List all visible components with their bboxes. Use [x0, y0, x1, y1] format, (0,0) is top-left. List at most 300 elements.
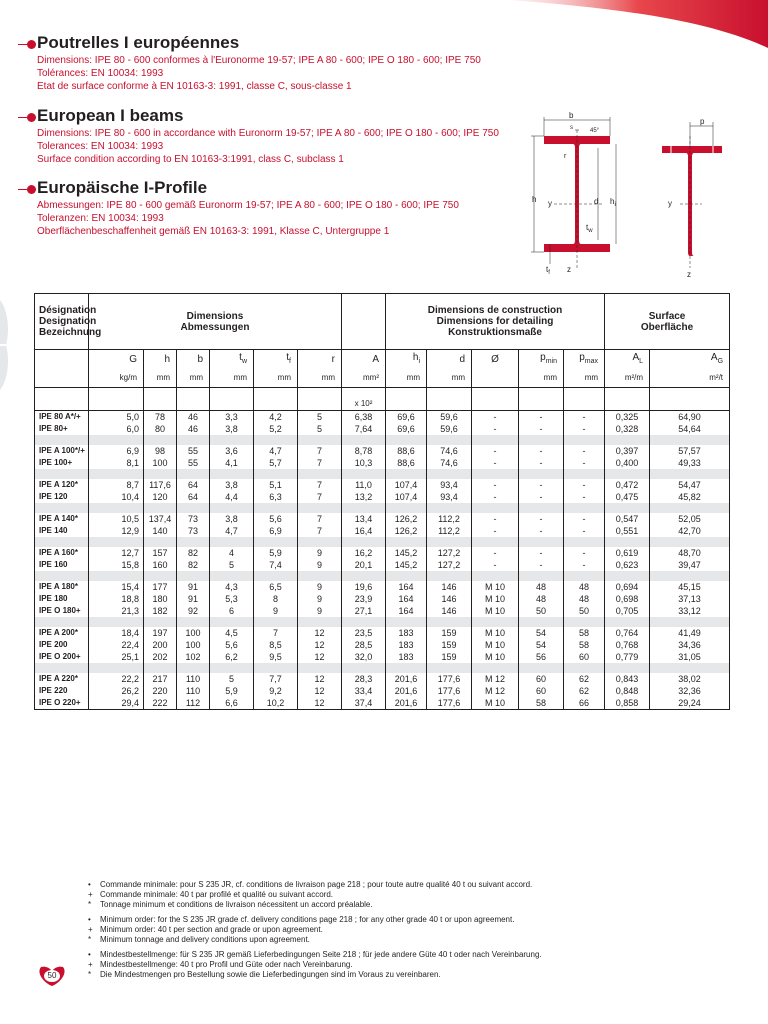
value-cell: 5,9: [254, 547, 298, 559]
value-cell: 183: [386, 651, 427, 663]
dim-d-label: d: [594, 197, 599, 206]
value-cell: 55: [177, 457, 210, 469]
angle-label: 45°: [590, 128, 600, 134]
value-cell: 22,2: [89, 673, 144, 685]
footnotes: [88, 880, 688, 985]
info-line: Toleranzen: EN 10034: 1993: [37, 213, 164, 224]
value-cell: 6,9: [89, 445, 144, 457]
value-cell: 60: [519, 673, 564, 685]
info-line: Dimensions: IPE 80 - 600 in accordance with Euronorm 19-57; IPE A 80 - 600; IPE O 180 - 600; IPE 750: [37, 128, 499, 139]
value-cell: 3,3: [210, 410, 254, 423]
value-cell: 22,4: [89, 639, 144, 651]
value-cell: 28,5: [342, 639, 386, 651]
value-cell: 45,15: [650, 581, 730, 593]
value-cell: 18,8: [89, 593, 144, 605]
side-tab-decoration: [0, 300, 12, 390]
value-cell: 82: [177, 559, 210, 571]
value-cell: 0,858: [605, 697, 650, 710]
value-cell: 164: [386, 605, 427, 617]
value-cell: 0,475: [605, 491, 650, 503]
table-row: [35, 651, 730, 663]
header-dimensions: Dimensions Abmessungen: [89, 294, 342, 350]
ibeam-profile-standard: [531, 111, 616, 276]
value-cell: 60: [564, 651, 605, 663]
value-cell: 15,8: [89, 559, 144, 571]
value-cell: 18,4: [89, 627, 144, 639]
column-unit: m²/m: [605, 370, 650, 388]
value-cell: 5,6: [210, 639, 254, 651]
value-cell: 54,64: [650, 423, 730, 435]
value-cell: 197: [144, 627, 177, 639]
value-cell: 13,4: [342, 513, 386, 525]
column-symbol: $h_i$: [386, 350, 427, 370]
value-cell: 159: [427, 651, 472, 663]
value-cell: -: [519, 410, 564, 423]
value-cell: 164: [386, 581, 427, 593]
value-cell: 5,1: [254, 479, 298, 491]
designation-cell: IPE A 220*: [35, 673, 89, 685]
value-cell: 5: [298, 423, 342, 435]
axis-y2-label: y: [668, 199, 672, 208]
value-cell: -: [564, 525, 605, 537]
value-cell: 9: [254, 605, 298, 617]
column-unit: m²/t: [650, 370, 730, 388]
value-cell: 10,2: [254, 697, 298, 710]
info-line: Etat de surface conforme à EN 10163-3: 1991, classe C, sous-classe 1: [37, 81, 352, 92]
value-cell: 5,7: [254, 457, 298, 469]
value-cell: 5: [210, 559, 254, 571]
designation-cell: IPE 120: [35, 491, 89, 503]
value-cell: 34,36: [650, 639, 730, 651]
column-unit: mm: [210, 370, 254, 388]
designation-cell: IPE A 200*: [35, 627, 89, 639]
value-cell: 5,6: [254, 513, 298, 525]
info-line: Tolerances: EN 10034: 1993: [37, 141, 164, 152]
value-cell: 0,619: [605, 547, 650, 559]
value-cell: 69,6: [386, 423, 427, 435]
value-cell: 54: [519, 639, 564, 651]
value-cell: 12,7: [89, 547, 144, 559]
value-cell: 180: [144, 593, 177, 605]
note-group: [88, 950, 688, 980]
value-cell: 6,38: [342, 410, 386, 423]
axis-z2-label: z: [687, 270, 691, 279]
value-cell: 48: [519, 593, 564, 605]
designation-cell: IPE 140: [35, 525, 89, 537]
value-cell: 9: [298, 547, 342, 559]
value-cell: 7: [254, 627, 298, 639]
table-row: [35, 559, 730, 571]
column-symbol: G: [89, 350, 144, 370]
value-cell: 74,6: [427, 445, 472, 457]
value-cell: 7: [298, 457, 342, 469]
column-unit: mm: [144, 370, 177, 388]
value-cell: 73: [177, 513, 210, 525]
column-symbol: A: [342, 350, 386, 370]
value-cell: 50: [564, 605, 605, 617]
value-cell: 5: [298, 410, 342, 423]
designation-cell: IPE O 220+: [35, 697, 89, 710]
section-title: Europäische I-Profile: [37, 178, 208, 197]
designation-cell: IPE 80+: [35, 423, 89, 435]
value-cell: 3,8: [210, 423, 254, 435]
value-cell: 73: [177, 525, 210, 537]
value-cell: M 10: [472, 639, 519, 651]
value-cell: 33,4: [342, 685, 386, 697]
designation-cell: IPE A 120*: [35, 479, 89, 491]
value-cell: 9,5: [254, 651, 298, 663]
value-cell: 12: [298, 627, 342, 639]
designation-cell: IPE A 140*: [35, 513, 89, 525]
column-unit: mm: [564, 370, 605, 388]
designation-cell: IPE A 180*: [35, 581, 89, 593]
value-cell: -: [564, 513, 605, 525]
column-unit: mm: [427, 370, 472, 388]
value-cell: 57,57: [650, 445, 730, 457]
header-designation: Désignation Designation Bezeichnung: [35, 294, 89, 350]
value-cell: 25,1: [89, 651, 144, 663]
value-cell: 45,82: [650, 491, 730, 503]
table-row: [35, 627, 730, 639]
value-cell: 183: [386, 627, 427, 639]
value-cell: 0,328: [605, 423, 650, 435]
value-cell: 9: [298, 581, 342, 593]
value-cell: -: [564, 559, 605, 571]
bullet-dot-icon: [27, 185, 36, 194]
value-cell: 0,623: [605, 559, 650, 571]
value-cell: 200: [144, 639, 177, 651]
section-info: [37, 54, 481, 93]
value-cell: 10,3: [342, 457, 386, 469]
value-cell: 7,64: [342, 423, 386, 435]
axis-z-label: z: [567, 265, 571, 274]
value-cell: 19,6: [342, 581, 386, 593]
header-surface: Surface Oberfläche: [605, 294, 730, 350]
value-cell: 88,6: [386, 457, 427, 469]
value-cell: 23,5: [342, 627, 386, 639]
value-cell: 0,325: [605, 410, 650, 423]
value-cell: -: [519, 479, 564, 491]
value-cell: M 10: [472, 581, 519, 593]
value-cell: 201,6: [386, 697, 427, 710]
value-cell: 0,843: [605, 673, 650, 685]
column-symbol: $A_G$: [650, 350, 730, 370]
value-cell: 12: [298, 639, 342, 651]
value-cell: 127,2: [427, 547, 472, 559]
value-cell: 4: [210, 547, 254, 559]
dim-tf-label: $t_f$: [546, 265, 550, 276]
value-cell: 4,1: [210, 457, 254, 469]
value-cell: 20,1: [342, 559, 386, 571]
column-symbol: Ø: [472, 350, 519, 370]
value-cell: 146: [427, 605, 472, 617]
designation-cell: IPE 200: [35, 639, 89, 651]
value-cell: 48: [519, 581, 564, 593]
value-cell: 10,4: [89, 491, 144, 503]
value-cell: 46: [177, 410, 210, 423]
value-cell: 160: [144, 559, 177, 571]
value-cell: 9,2: [254, 685, 298, 697]
radius-r-label: r: [564, 153, 567, 160]
value-cell: 91: [177, 581, 210, 593]
value-cell: 8,5: [254, 639, 298, 651]
value-cell: M 10: [472, 593, 519, 605]
value-cell: 8,7: [89, 479, 144, 491]
page-number: 50: [47, 971, 57, 980]
designation-cell: IPE A 100*/+: [35, 445, 89, 457]
value-cell: 26,2: [89, 685, 144, 697]
designation-cell: IPE O 180+: [35, 605, 89, 617]
designation-cell: IPE 80 A*/+: [35, 410, 89, 423]
ibeam-cross-section-diagram: [530, 112, 730, 282]
value-cell: 80: [144, 423, 177, 435]
value-cell: 6,3: [254, 491, 298, 503]
note-line: • Mindestbestellmenge: für S 235 JR gemäß Lieferbedingungen Seite 218 ; für jede andere Güte 40 t oder nach Vereinbarung.: [88, 950, 542, 959]
value-cell: 38,02: [650, 673, 730, 685]
value-cell: -: [472, 547, 519, 559]
value-cell: 23,9: [342, 593, 386, 605]
value-cell: 4,5: [210, 627, 254, 639]
value-cell: 8: [254, 593, 298, 605]
dim-p-label: p: [700, 117, 705, 126]
table-row: [35, 547, 730, 559]
dim-b-label: b: [569, 111, 574, 120]
value-cell: 102: [177, 651, 210, 663]
value-cell: 6,9: [254, 525, 298, 537]
column-unit: mm²: [342, 370, 386, 388]
note-group: [88, 880, 688, 910]
value-cell: 92: [177, 605, 210, 617]
value-cell: 3,8: [210, 479, 254, 491]
value-cell: 4,4: [210, 491, 254, 503]
value-cell: 112,2: [427, 525, 472, 537]
dim-hi-label: $h_i$: [610, 197, 616, 208]
value-cell: 120: [144, 491, 177, 503]
value-cell: 59,6: [427, 410, 472, 423]
designation-cell: IPE 160: [35, 559, 89, 571]
value-cell: 28,3: [342, 673, 386, 685]
value-cell: 6: [210, 605, 254, 617]
value-cell: 107,4: [386, 491, 427, 503]
section-info: [37, 127, 499, 166]
value-cell: 91: [177, 593, 210, 605]
note-line: + Minimum order: 40 t per section and grade or upon agreement.: [88, 925, 323, 934]
value-cell: 4,2: [254, 410, 298, 423]
value-cell: 0,397: [605, 445, 650, 457]
value-cell: 7,7: [254, 673, 298, 685]
value-cell: 12: [298, 651, 342, 663]
designation-cell: IPE O 200+: [35, 651, 89, 663]
value-cell: 159: [427, 639, 472, 651]
value-cell: 27,1: [342, 605, 386, 617]
value-cell: 0,698: [605, 593, 650, 605]
value-cell: 7: [298, 525, 342, 537]
table-row: [35, 445, 730, 457]
value-cell: -: [472, 559, 519, 571]
table-row: [35, 457, 730, 469]
value-cell: 8,78: [342, 445, 386, 457]
ibeam-profile-with-holes: [662, 117, 722, 279]
value-cell: 0,705: [605, 605, 650, 617]
column-unit: mm: [177, 370, 210, 388]
value-cell: -: [564, 410, 605, 423]
value-cell: 0,848: [605, 685, 650, 697]
value-cell: 6,6: [210, 697, 254, 710]
value-cell: 52,05: [650, 513, 730, 525]
value-cell: 202: [144, 651, 177, 663]
value-cell: 49,33: [650, 457, 730, 469]
value-cell: 182: [144, 605, 177, 617]
value-cell: 59,6: [427, 423, 472, 435]
value-cell: 7: [298, 513, 342, 525]
header-construction: Dimensions de construction Dimensions for detailing Konstruktionsmaße: [386, 294, 605, 350]
value-cell: 31,05: [650, 651, 730, 663]
header-area-blank: [342, 294, 386, 350]
value-cell: -: [472, 479, 519, 491]
info-line: Oberflächenbeschaffenheit gemäß EN 10163-3: 1991, Klasse C, Untergruppe 1: [37, 226, 390, 237]
value-cell: 5: [210, 673, 254, 685]
value-cell: -: [564, 423, 605, 435]
info-line: Abmessungen: IPE 80 - 600 gemäß Euronorm 19-57; IPE A 80 - 600; IPE O 180 - 600; IPE 750: [37, 200, 459, 211]
value-cell: 54: [519, 627, 564, 639]
value-cell: 0,764: [605, 627, 650, 639]
value-cell: 9: [298, 559, 342, 571]
value-cell: -: [472, 445, 519, 457]
value-cell: -: [472, 525, 519, 537]
designation-cell: IPE A 160*: [35, 547, 89, 559]
value-cell: 6,5: [254, 581, 298, 593]
column-symbol: $p_{min}$: [519, 350, 564, 370]
column-symbol: r: [298, 350, 342, 370]
value-cell: -: [564, 445, 605, 457]
value-cell: -: [519, 491, 564, 503]
value-cell: 78: [144, 410, 177, 423]
table-row: [35, 423, 730, 435]
value-cell: 201,6: [386, 685, 427, 697]
column-symbol: b: [177, 350, 210, 370]
value-cell: -: [519, 547, 564, 559]
value-cell: 4,3: [210, 581, 254, 593]
value-cell: 60: [519, 685, 564, 697]
value-cell: 29,24: [650, 697, 730, 710]
dim-h-label: h: [532, 195, 537, 204]
value-cell: -: [519, 457, 564, 469]
ibeam-dimensions-table: [34, 293, 730, 710]
value-cell: 0,779: [605, 651, 650, 663]
value-cell: 12: [298, 697, 342, 710]
column-symbol: h: [144, 350, 177, 370]
table-row: [35, 491, 730, 503]
designation-cell: IPE 100+: [35, 457, 89, 469]
dim-tw-label: $t_w$: [586, 223, 593, 234]
value-cell: M 12: [472, 673, 519, 685]
value-cell: 15,4: [89, 581, 144, 593]
value-cell: 3,8: [210, 513, 254, 525]
value-cell: 0,551: [605, 525, 650, 537]
value-cell: 6,2: [210, 651, 254, 663]
value-cell: 0,472: [605, 479, 650, 491]
table-row: [35, 697, 730, 710]
value-cell: 100: [177, 639, 210, 651]
value-cell: 4,7: [210, 525, 254, 537]
value-cell: M 10: [472, 697, 519, 710]
value-cell: 12,9: [89, 525, 144, 537]
value-cell: 32,36: [650, 685, 730, 697]
value-cell: 93,4: [427, 491, 472, 503]
value-cell: 146: [427, 593, 472, 605]
value-cell: 74,6: [427, 457, 472, 469]
note-line: + Commande minimale: 40 t par profilé et qualité ou suivant accord.: [88, 890, 334, 899]
table-row: [35, 593, 730, 605]
table-row: [35, 479, 730, 491]
value-cell: 88,6: [386, 445, 427, 457]
info-line: Dimensions: IPE 80 - 600 conformes à l'Euronorme 19-57; IPE A 80 - 600; IPE O 180 - 600; IPE 750: [37, 55, 481, 66]
table-symbol-row: [35, 350, 730, 370]
value-cell: 93,4: [427, 479, 472, 491]
table-group-header-row: [35, 294, 730, 350]
value-cell: 0,768: [605, 639, 650, 651]
value-cell: M 10: [472, 627, 519, 639]
value-cell: 4,7: [254, 445, 298, 457]
value-cell: 64: [177, 491, 210, 503]
value-cell: 0,400: [605, 457, 650, 469]
value-cell: 8,1: [89, 457, 144, 469]
table-row: [35, 673, 730, 685]
value-cell: 177,6: [427, 685, 472, 697]
value-cell: M 10: [472, 605, 519, 617]
page-number-badge: [38, 965, 66, 987]
value-cell: M 12: [472, 685, 519, 697]
value-cell: 100: [144, 457, 177, 469]
value-cell: 64: [177, 479, 210, 491]
value-cell: 0,547: [605, 513, 650, 525]
value-cell: 21,3: [89, 605, 144, 617]
value-cell: 32,0: [342, 651, 386, 663]
note-line: * Minimum tonnage and delivery conditions upon agreement.: [88, 935, 310, 944]
value-cell: 3,6: [210, 445, 254, 457]
value-cell: 6,0: [89, 423, 144, 435]
value-cell: 58: [519, 697, 564, 710]
column-unit: mm: [519, 370, 564, 388]
value-cell: 48: [564, 581, 605, 593]
value-cell: 33,12: [650, 605, 730, 617]
value-cell: 110: [177, 673, 210, 685]
value-cell: -: [564, 479, 605, 491]
value-cell: -: [472, 410, 519, 423]
value-cell: 41,49: [650, 627, 730, 639]
value-cell: 9: [298, 593, 342, 605]
value-cell: 7,4: [254, 559, 298, 571]
value-cell: 10,5: [89, 513, 144, 525]
value-cell: 58: [564, 627, 605, 639]
value-cell: 127,2: [427, 559, 472, 571]
value-cell: 137,4: [144, 513, 177, 525]
value-cell: 217: [144, 673, 177, 685]
note-line: • Commande minimale: pour S 235 JR, cf. conditions de livraison page 218 ; pour toute autre qualité 40 t ou suivant accord.: [88, 880, 533, 889]
column-symbol: $A_L$: [605, 350, 650, 370]
table-row: [35, 525, 730, 537]
value-cell: 62: [564, 673, 605, 685]
table-row: [35, 639, 730, 651]
value-cell: 159: [427, 627, 472, 639]
value-cell: 54,47: [650, 479, 730, 491]
axis-y-label: y: [548, 199, 552, 208]
bullet-dot-icon: [27, 40, 36, 49]
value-cell: -: [519, 525, 564, 537]
value-cell: 222: [144, 697, 177, 710]
value-cell: 177,6: [427, 697, 472, 710]
value-cell: 9: [298, 605, 342, 617]
